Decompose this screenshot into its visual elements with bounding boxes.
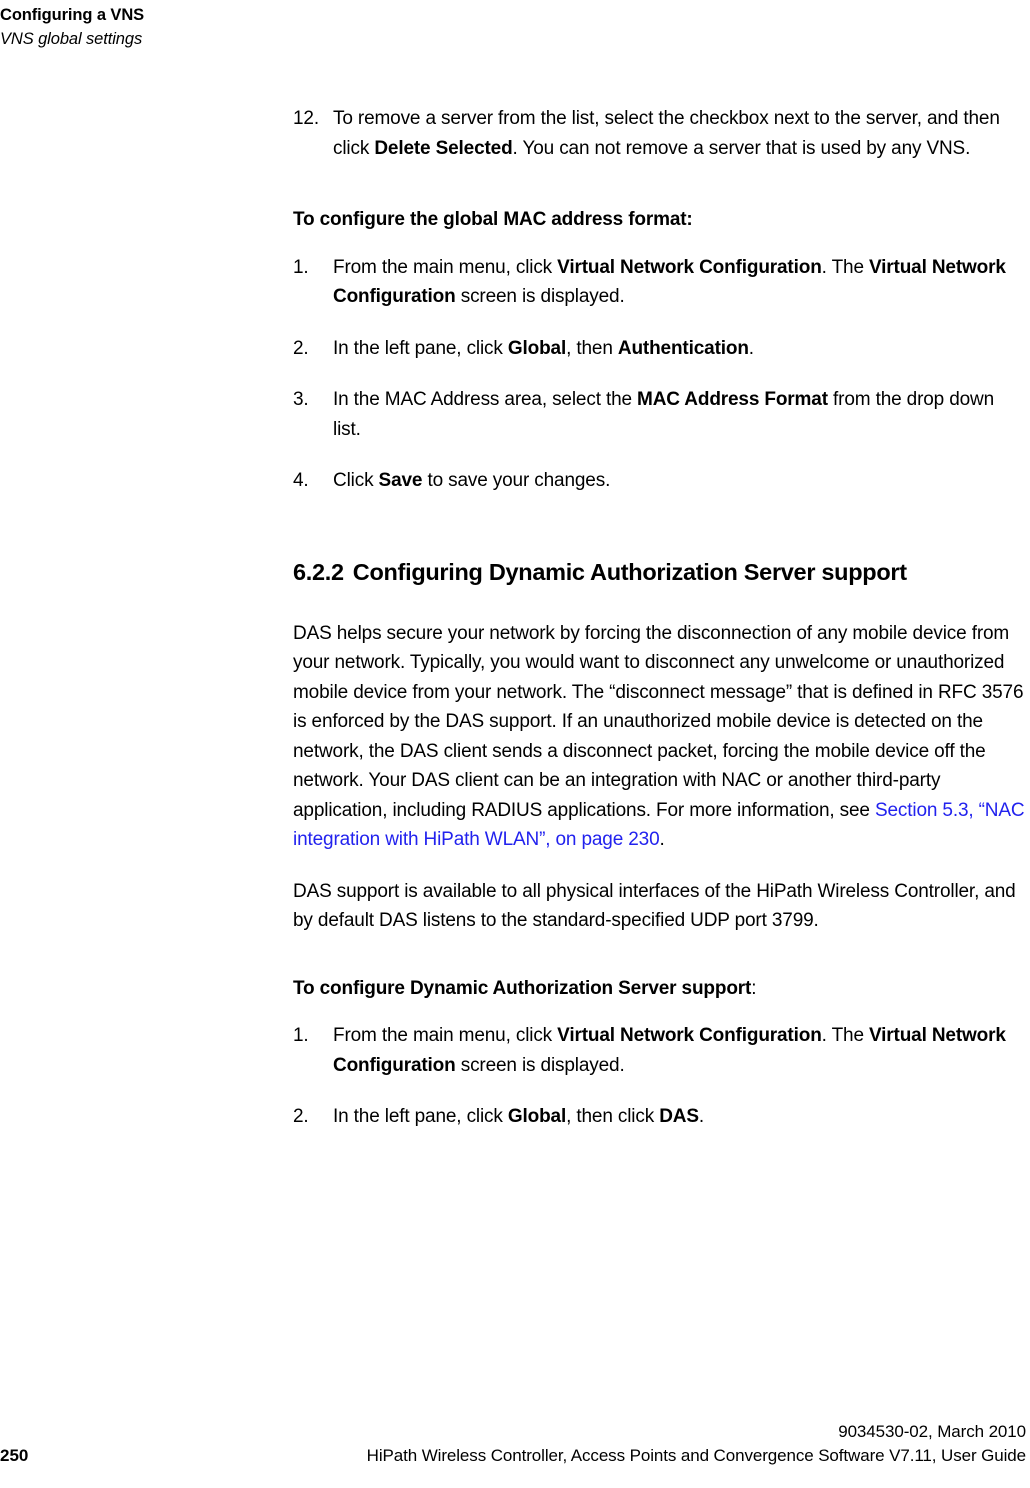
procedure-lead-in-das bbox=[293, 974, 1026, 1004]
step-text-part: to save your changes. bbox=[422, 470, 611, 491]
page-footer bbox=[0, 1420, 1030, 1480]
step-text-part: . You can not remove a server that is used by any VNS. bbox=[512, 137, 971, 159]
step-text-part: From the main menu, click bbox=[333, 256, 558, 278]
step-bold-part: Global bbox=[507, 337, 567, 359]
step-text-part: screen is displayed. bbox=[455, 286, 625, 307]
step-bold-part: DAS bbox=[659, 1106, 699, 1127]
list-item bbox=[293, 104, 1026, 163]
paragraph-text-part: . bbox=[659, 829, 665, 850]
list-item-number: 3. bbox=[293, 389, 309, 410]
list-item-text bbox=[333, 389, 994, 440]
step-bold-part: Virtual Network Configuration bbox=[557, 1025, 822, 1046]
step-text-part: From the main menu, click bbox=[333, 1025, 558, 1046]
page-content bbox=[293, 104, 1026, 1154]
list-item-number: 2. bbox=[293, 337, 309, 359]
list-item-number: 1. bbox=[293, 256, 309, 278]
step-bold-part: Save bbox=[378, 470, 423, 491]
section-title: Configuring Dynamic Authorization Server support bbox=[352, 558, 907, 585]
step-text-part: , then click bbox=[566, 1106, 660, 1127]
step-bold-part: MAC Address Format bbox=[637, 389, 828, 410]
list-item bbox=[293, 1102, 1026, 1132]
step-bold-part: Authentication bbox=[617, 337, 749, 359]
list-item bbox=[293, 253, 1026, 312]
list-item-number: 2. bbox=[293, 1106, 309, 1127]
procedure-lead-in-suffix: : bbox=[751, 977, 757, 999]
step-text-part: . bbox=[748, 337, 754, 359]
step-text-part: In the left pane, click bbox=[333, 1106, 508, 1127]
vertical-spacer bbox=[293, 518, 1026, 556]
header-section-subtitle: VNS global settings bbox=[0, 30, 143, 48]
list-item-text bbox=[333, 470, 610, 491]
list-item-number: 4. bbox=[293, 470, 309, 491]
list-item-text bbox=[333, 338, 754, 359]
step-text-part: screen is displayed. bbox=[455, 1054, 625, 1076]
page-header bbox=[0, 0, 1030, 50]
paragraph-das-overview bbox=[293, 619, 1026, 855]
list-item-text bbox=[333, 1025, 1006, 1076]
cross-reference-link[interactable]: Section 5.3, “NAC integration with HiPath WLAN”, on page 230 bbox=[293, 799, 1025, 850]
step-bold-part: Virtual Network Configuration bbox=[557, 256, 822, 278]
list-item-number: 12. bbox=[293, 108, 319, 129]
step-text-part: In the MAC Address area, select the bbox=[333, 389, 638, 410]
footer-page-number: 250 bbox=[0, 1446, 29, 1465]
list-item bbox=[293, 334, 1026, 364]
step-text-part: . The bbox=[821, 1025, 869, 1046]
step-bold-part: Virtual Network Configuration bbox=[333, 1025, 1006, 1076]
step-bold-part: Virtual Network Configuration bbox=[333, 256, 1006, 307]
list-item bbox=[293, 466, 1026, 496]
step-bold-part: Global bbox=[507, 1106, 567, 1127]
section-heading bbox=[293, 556, 1026, 589]
step-text-part: . bbox=[698, 1106, 705, 1127]
step-text-part: from the drop down list. bbox=[333, 389, 995, 440]
step-text-part: To remove a server from the list, select the checkbox next to the server, and then click bbox=[333, 108, 1000, 159]
list-item bbox=[293, 385, 1026, 444]
footer-guide-title: HiPath Wireless Controller, Access Points and Convergence Software V7.11, User Guide bbox=[366, 1446, 1026, 1465]
procedure-lead-in-text: To configure Dynamic Authorization Server support bbox=[293, 977, 752, 999]
paragraph-text-part: DAS helps secure your network by forcing the disconnection of any mobile device from your network. Typically, you would want to disconnect any unwelcome or unauthorized mobile device from your network. The “disconnect message” that is defined in RFC 3576 is enforced by the DAS support. If an unauthorized mobile device is detected on the network, the DAS client sends a disconnect packet, forcing the mobile device off the network. Your DAS client can be an integration with NAC or another third-party application, including RADIUS applications. For more information, see bbox=[293, 622, 1024, 821]
step-bold-part: Delete Selected bbox=[374, 137, 513, 159]
list-item bbox=[293, 1021, 1026, 1080]
footer-document-id: 9034530-02, March 2010 bbox=[838, 1422, 1026, 1441]
vertical-spacer bbox=[293, 954, 1026, 974]
list-item-number: 1. bbox=[293, 1025, 309, 1046]
step-text-part: . The bbox=[821, 256, 869, 278]
procedure-lead-in-mac: To configure the global MAC address format: bbox=[293, 209, 693, 230]
section-number: 6.2.2 bbox=[293, 558, 344, 585]
header-chapter-title: Configuring a VNS bbox=[0, 6, 145, 24]
list-item-text bbox=[333, 1106, 704, 1127]
list-item-text bbox=[333, 108, 1000, 159]
step-text-part: , then bbox=[566, 337, 618, 359]
step-text-part: Click bbox=[333, 470, 379, 491]
list-item-text bbox=[333, 257, 1006, 308]
paragraph-das-availability: DAS support is available to all physical interfaces of the HiPath Wireless Controller, and by default DAS listens to the standard-specified UDP port 3799. bbox=[293, 880, 1016, 931]
vertical-spacer bbox=[293, 185, 1026, 205]
step-text-part: In the left pane, click bbox=[333, 337, 508, 359]
